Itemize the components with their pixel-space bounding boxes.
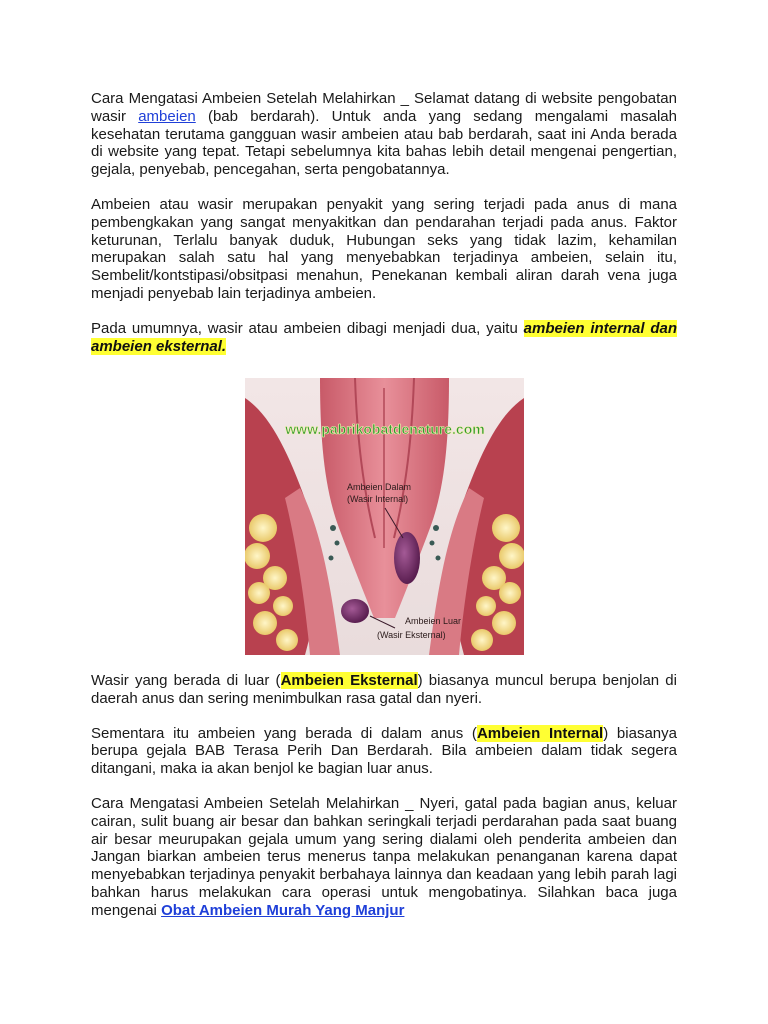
internal-tail-text: ) biasanya berupa gejala BAB Terasa Perih Dan Berdarah. Bila ambeien dalam tidak segera ditangani, maka ia akan benjol ke bagian luar anus. bbox=[91, 724, 677, 778]
paragraph-symptoms bbox=[91, 795, 677, 920]
label-external-title: Ambeien Luar bbox=[405, 616, 462, 626]
hemorrhoid-illustration bbox=[245, 378, 524, 655]
intro-tail-text: (bab berdarah). Untuk anda yang sedang mengalami masalah kesehatan terutama gangguan wasir ambeien atau bab berdarah, saat ini Anda berada di website yang tepat. Tetapi sebelumnya kita bahas lebih detail mengenai pengertian, gejala, penyebab, pencegahan, serta pengobatannya. bbox=[91, 107, 677, 179]
external-hemorrhoid bbox=[341, 599, 369, 623]
internal-highlight: Ambeien Internal bbox=[476, 724, 604, 742]
label-internal-title: Ambeien Dalam bbox=[347, 482, 412, 492]
intro-lead-text: Cara Mengatasi Ambeien Setelah Melahirkan _ Selamat datang di website pengobatan wasir bbox=[91, 90, 677, 125]
internal-lead-text: Sementara itu ambeien yang berada di dalam anus ( bbox=[91, 724, 477, 742]
paragraph-types bbox=[91, 320, 677, 356]
internal-hemorrhoid bbox=[394, 532, 420, 584]
article-body-top bbox=[91, 90, 677, 355]
external-highlight: Ambeien Eksternal bbox=[280, 672, 418, 689]
external-tail-text: ) biasanya muncul berupa benjolan di daerah anus dan sering menimbulkan rasa gatal dan nyeri. bbox=[91, 672, 677, 707]
figure-watermark: www.pabrikobatdenature.com bbox=[285, 421, 485, 437]
article-body-bottom bbox=[91, 672, 677, 937]
types-highlight: ambeien internal dan ambeien eksternal. bbox=[91, 319, 677, 355]
symptoms-lead-text: Cara Mengatasi Ambeien Setelah Melahirkan _ Nyeri, gatal pada bagian anus, keluar cairan, sulit buang air besar dan bahkan seringkali terjadi perdarahan pada saat buang air besar meurupakan gejala umum yang sering dialami oleh penderita ambeien dan Jangan biarkan ambeien terus menerus tanpa melakukan penanganan karena dapat menyebabkan terjadinya penyakit berbahaya lainnya dan keadaan yang lebih parah lagi bahkan harus melakukan cara operasi untuk mengobatinya. Silahkan baca juga mengenai bbox=[91, 794, 677, 919]
paragraph-definition: Ambeien atau wasir merupakan penyakit yang sering terjadi pada anus di mana pembengkakan yang sangat menyakitkan dan pendarahan terjadi pada anus. Faktor keturunan, Terlalu banyak duduk, Hubungan seks yang tidak lazim, kehamilan merupakan salah satu hal yang menyebabkan terjadinya ambeien, selain itu, Sembelit/kontstipasi/obsitpasi menahun, Penekanan kembali aliran darah vena juga menjadi penyebab lain terjadinya ambeien. bbox=[91, 195, 677, 302]
types-lead-text: Pada umumnya, wasir atau ambeien dibagi menjadi dua, yaitu bbox=[91, 319, 524, 337]
obat-ambeien-link[interactable]: Obat Ambeien Murah Yang Manjur bbox=[161, 901, 405, 919]
external-lead-text: Wasir yang berada di luar ( bbox=[91, 672, 281, 689]
paragraph-external bbox=[91, 672, 677, 708]
ambeien-link[interactable]: ambeien bbox=[138, 107, 196, 125]
paragraph-intro bbox=[91, 90, 677, 179]
label-internal-sub: (Wasir Internal) bbox=[347, 494, 409, 504]
paragraph-internal bbox=[91, 725, 677, 778]
label-external-sub: (Wasir Eksternal) bbox=[377, 630, 446, 640]
